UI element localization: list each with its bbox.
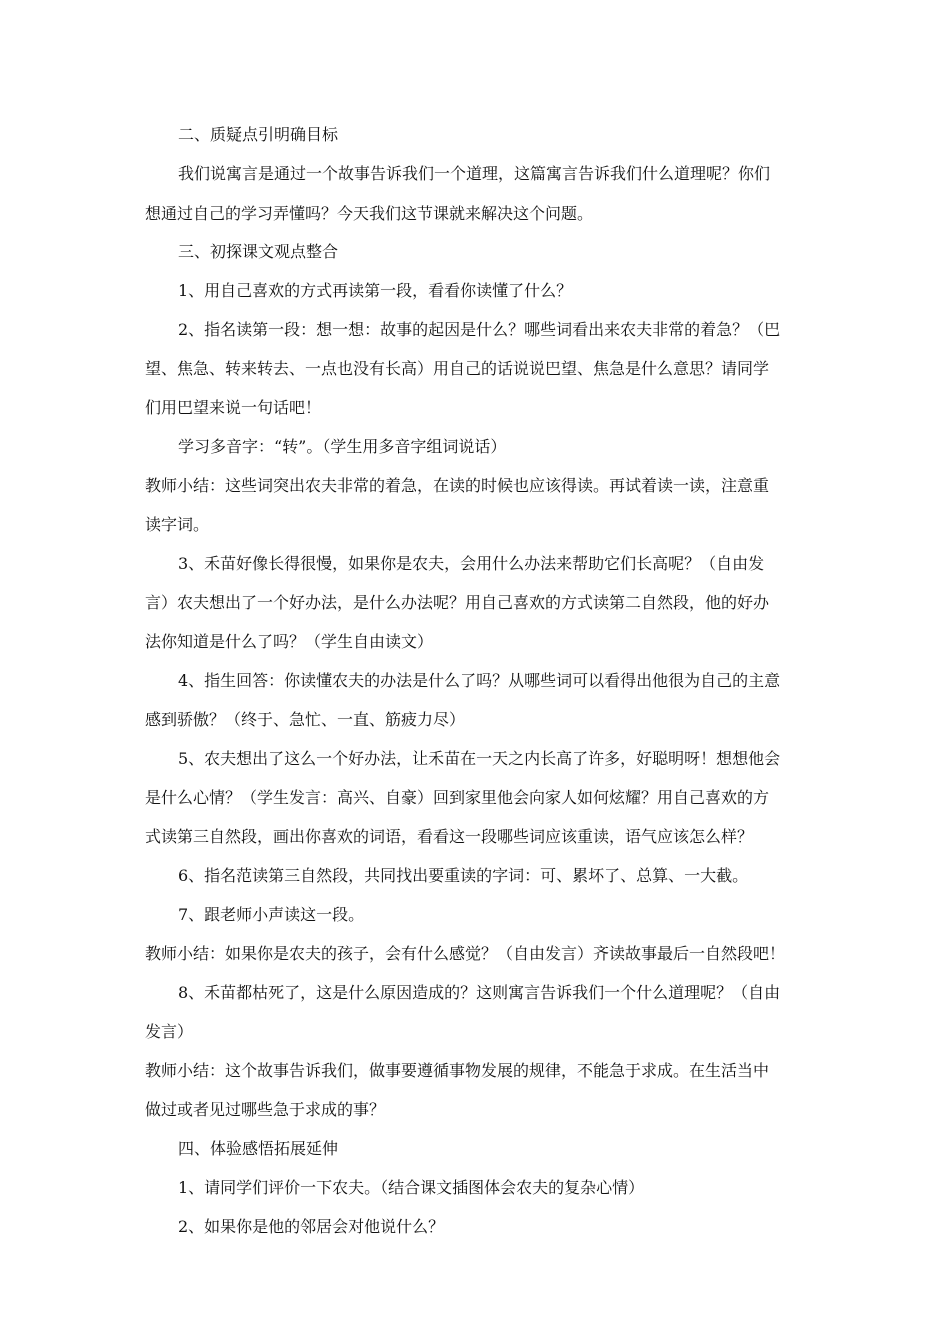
paragraph-line: 8、禾苗都枯死了，这是什么原因造成的？这则寓言告诉我们一个什么道理呢？（自由 xyxy=(178,983,781,1002)
paragraph-line: 做过或者见过哪些急于求成的事？ xyxy=(145,1100,386,1119)
paragraph-line: 们用巴望来说一句话吧！ xyxy=(145,398,322,417)
paragraph-line: 3、禾苗好像长得很慢，如果你是农夫，会用什么办法来帮助它们长高呢？（自由发 xyxy=(178,554,765,573)
paragraph-line: 我们说寓言是通过一个故事告诉我们一个道理，这篇寓言告诉我们什么道理呢？你们 xyxy=(178,164,771,183)
paragraph-line: 5、农夫想出了这么一个好办法，让禾苗在一天之内长高了许多，好聪明呀！想想他会 xyxy=(178,749,781,768)
paragraph-line: 感到骄傲？（终于、急忙、一直、筋疲力尽） xyxy=(145,710,466,729)
paragraph-line: 4、指生回答：你读懂农夫的办法是什么了吗？从哪些词可以看得出他很为自己的主意 xyxy=(178,671,781,690)
paragraph-line: 法你知道是什么了吗？（学生自由读文） xyxy=(145,632,434,651)
paragraph-line: 1、请同学们评价一下农夫。（结合课文插图体会农夫的复杂心情） xyxy=(178,1178,645,1197)
paragraph-line: 学习多音字：“转”。（学生用多音字组词说话） xyxy=(178,437,507,456)
paragraph-line: 7、跟老师小声读这一段。 xyxy=(178,905,365,924)
teacher-summary-line: 教师小结：这个故事告诉我们，做事要遵循事物发展的规律，不能急于求成。在生活当中 xyxy=(145,1061,770,1080)
paragraph-line: 读字词。 xyxy=(145,515,210,534)
teacher-summary-line: 教师小结：如果你是农夫的孩子，会有什么感觉？（自由发言）齐读故事最后一自然段吧！ xyxy=(145,944,786,963)
paragraph-line: 1、用自己喜欢的方式再读第一段，看看你读懂了什么？ xyxy=(178,281,573,300)
paragraph-line: 是什么心情？（学生发言：高兴、自豪）回到家里他会向家人如何炫耀？用自己喜欢的方 xyxy=(145,788,770,807)
teacher-summary-line: 教师小结：这些词突出农夫非常的着急，在读的时候也应该得读。再试着读一读，注意重 xyxy=(145,476,770,495)
paragraph-line: 6、指名范读第三自然段，共同找出要重读的字词：可、累坏了、总算、一大截。 xyxy=(178,866,749,885)
section-heading-3: 三、初探课文观点整合 xyxy=(178,242,339,261)
paragraph-line: 言）农夫想出了一个好办法，是什么办法呢？用自己喜欢的方式读第二自然段，他的好办 xyxy=(145,593,770,612)
section-heading-2: 二、质疑点引明确目标 xyxy=(178,125,339,144)
paragraph-line: 发言） xyxy=(145,1022,194,1041)
paragraph-line: 2、指名读第一段：想一想：故事的起因是什么？哪些词看出来农夫非常的着急？（巴 xyxy=(178,320,781,339)
paragraph-line: 2、如果你是他的邻居会对他说什么？ xyxy=(178,1217,445,1236)
paragraph-line: 式读第三自然段，画出你喜欢的词语，看看这一段哪些词应该重读，语气应该怎么样？ xyxy=(145,827,754,846)
section-heading-4: 四、体验感悟拓展延伸 xyxy=(178,1139,339,1158)
paragraph-line: 望、焦急、转来转去、一点也没有长高）用自己的话说说巴望、焦急是什么意思？请同学 xyxy=(145,359,770,378)
paragraph-line: 想通过自己的学习弄懂吗？今天我们这节课就来解决这个问题。 xyxy=(145,204,594,223)
